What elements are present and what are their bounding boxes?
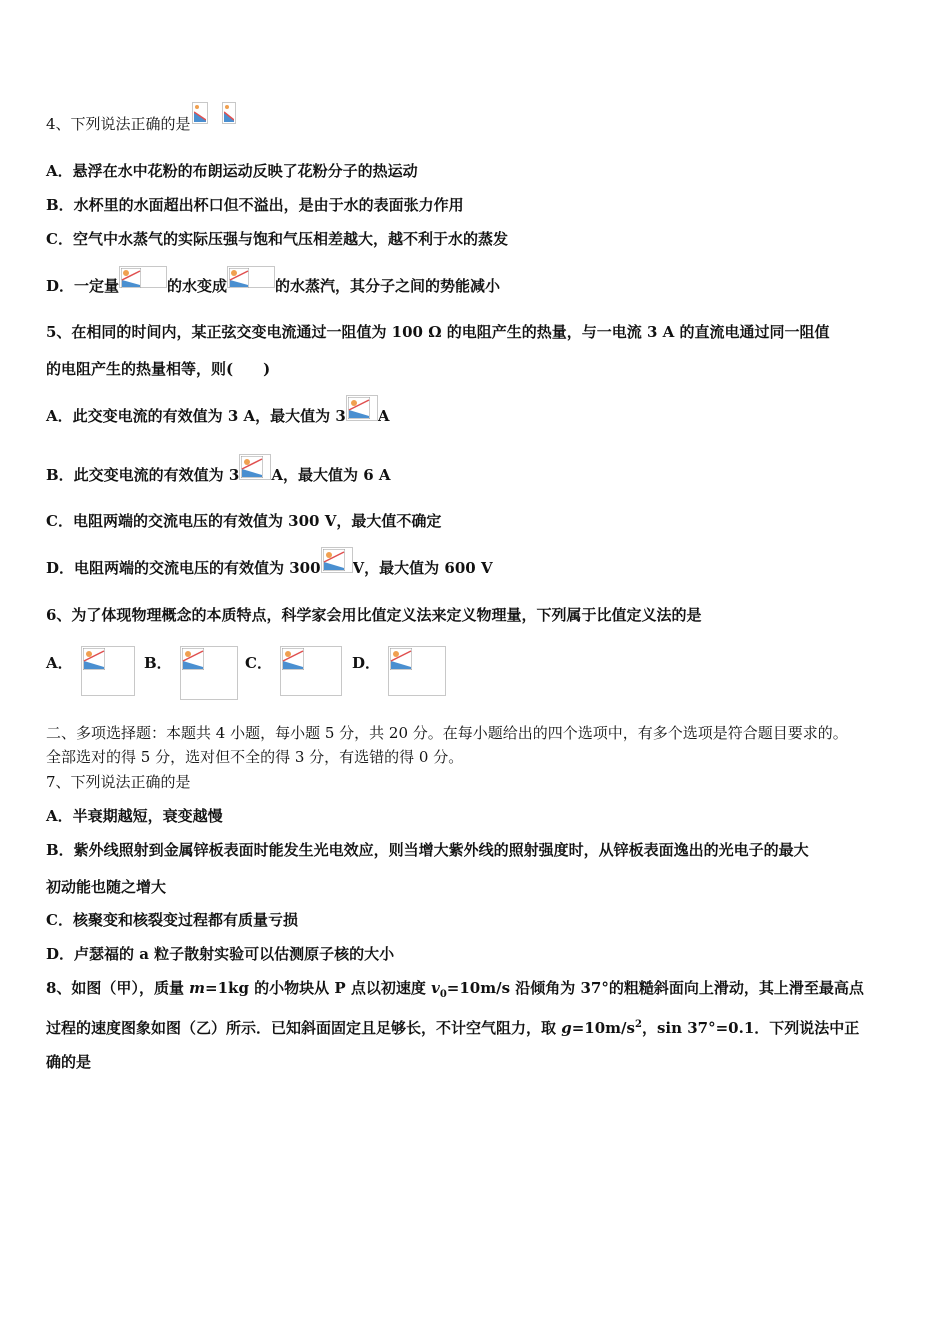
q4-option-b: B．水杯里的水面超出杯口但不溢出，是由于水的表面张力作用 (46, 196, 464, 214)
q4-stem (46, 114, 236, 134)
broken-image-icon (280, 646, 342, 696)
q7-stem: 7、下列说法正确的是 (46, 773, 191, 791)
q5-option-a-text-1: A．此交变电流的有效值为 3 A，最大值为 3 (46, 407, 346, 425)
q4-stem-text: 4、下列说法正确的是 (46, 115, 191, 133)
q5-option-a (46, 406, 389, 426)
broken-image-icon (388, 646, 446, 696)
q6-option-d-label: D． (352, 654, 381, 672)
q6-stem: 6、为了体现物理概念的本质特点，科学家会用比值定义法来定义物理量，下列属于比值定义法的是 (46, 606, 702, 624)
broken-image-icon (222, 102, 236, 124)
q7-option-b-line-1: B．紫外线照射到金属锌板表面时能发生光电效应，则当增大紫外线的照射强度时，从锌板表面逸出的光电子的最大 (46, 841, 809, 859)
q8-text-1: 8、如图（甲），质量 (46, 979, 190, 997)
q5-stem-line-2: 的电阻产生的热量相等，则( ) (46, 360, 271, 378)
q8-stem-line-3: 确的是 (46, 1053, 92, 1071)
broken-image-icon (81, 646, 135, 696)
q6-option-c-label: C． (245, 654, 272, 672)
q8-text-4: 过程的速度图象如图（乙）所示．已知斜面固定且足够长，不计空气阻力，取 (46, 1019, 562, 1037)
q5-option-b-text-1: B．此交变电流的有效值为 3 (46, 466, 240, 484)
broken-image-icon (321, 547, 353, 573)
broken-image-icon (227, 266, 275, 288)
section-2-heading-line-1: 二、多项选择题：本题共 4 小题，每小题 5 分，共 20 分。在每小题给出的四个选项中，有多个选项是符合题目要求的。 (46, 724, 848, 742)
q8-var-m: m (189, 979, 206, 997)
q5-option-b (46, 465, 391, 485)
q5-option-c: C．电阻两端的交流电压的有效值为 300 V，最大值不确定 (46, 512, 442, 530)
q5-option-b-text-2: A，最大值为 6 A (271, 466, 391, 484)
section-2-heading-line-2: 全部选对的得 5 分，选对但不全的得 3 分，有选错的得 0 分。 (46, 748, 464, 766)
q5-option-d-text-1: D．电阻两端的交流电压的有效值为 300 (46, 559, 321, 577)
q6-option-c (245, 646, 342, 696)
q6-option-a-label: A． (46, 654, 73, 672)
q8-var-v: v (431, 979, 440, 997)
q5-stem-line-1: 5、在相同的时间内，某正弦交变电流通过一阻值为 100 Ω 的电阻产生的热量，与一电流 3 A 的直流电通过同一阻值 (46, 323, 830, 341)
broken-image-icon (239, 454, 271, 480)
q5-option-a-text-2: A (377, 407, 390, 425)
q7-option-c: C．核聚变和核裂变过程都有质量亏损 (46, 911, 298, 929)
q5-option-d (46, 558, 493, 578)
q8-text-3: =10m/s 沿倾角为 37°的粗糙斜面向上滑动，其上滑至最高点 (446, 979, 864, 997)
q4-option-c: C．空气中水蒸气的实际压强与饱和气压相差越大，越不利于水的蒸发 (46, 230, 508, 248)
q7-option-a: A．半衰期越短，衰变越慢 (46, 807, 223, 825)
q8-sup-2: 2 (634, 1019, 642, 1030)
q4-option-d-text-3: 的水蒸汽，其分子之间的势能减小 (275, 277, 501, 295)
q4-option-d-text-2: 的水变成 (167, 277, 228, 295)
q6-option-a (46, 646, 135, 696)
q4-option-a: A．悬浮在水中花粉的布朗运动反映了花粉分子的热运动 (46, 162, 418, 180)
q6-option-b-label: B． (144, 654, 172, 672)
q8-text-6: ，sin 37°=0.1．下列说法中正 (641, 1019, 860, 1037)
q8-stem-line-1 (46, 978, 864, 1005)
q5-option-d-text-2: V，最大值为 600 V (352, 559, 493, 577)
q8-sub-0: 0 (439, 989, 447, 1000)
q6-option-d (352, 646, 446, 696)
q7-option-d: D．卢瑟福的 a 粒子散射实验可以估测原子核的大小 (46, 945, 395, 963)
q7-option-b-line-2: 初动能也随之增大 (46, 878, 167, 896)
q8-var-g: g (561, 1019, 572, 1037)
q6-option-b (144, 646, 238, 700)
q8-text-5: =10m/s (571, 1019, 635, 1037)
broken-image-icon (192, 102, 208, 124)
q4-option-d-text-1: D．一定量 (46, 277, 120, 295)
broken-image-icon (180, 646, 238, 700)
broken-image-icon (119, 266, 167, 288)
q4-option-d (46, 276, 500, 296)
q8-stem-line-2 (46, 1015, 859, 1038)
q8-text-2: =1kg 的小物块从 P 点以初速度 (205, 979, 432, 997)
broken-image-icon (346, 395, 378, 421)
